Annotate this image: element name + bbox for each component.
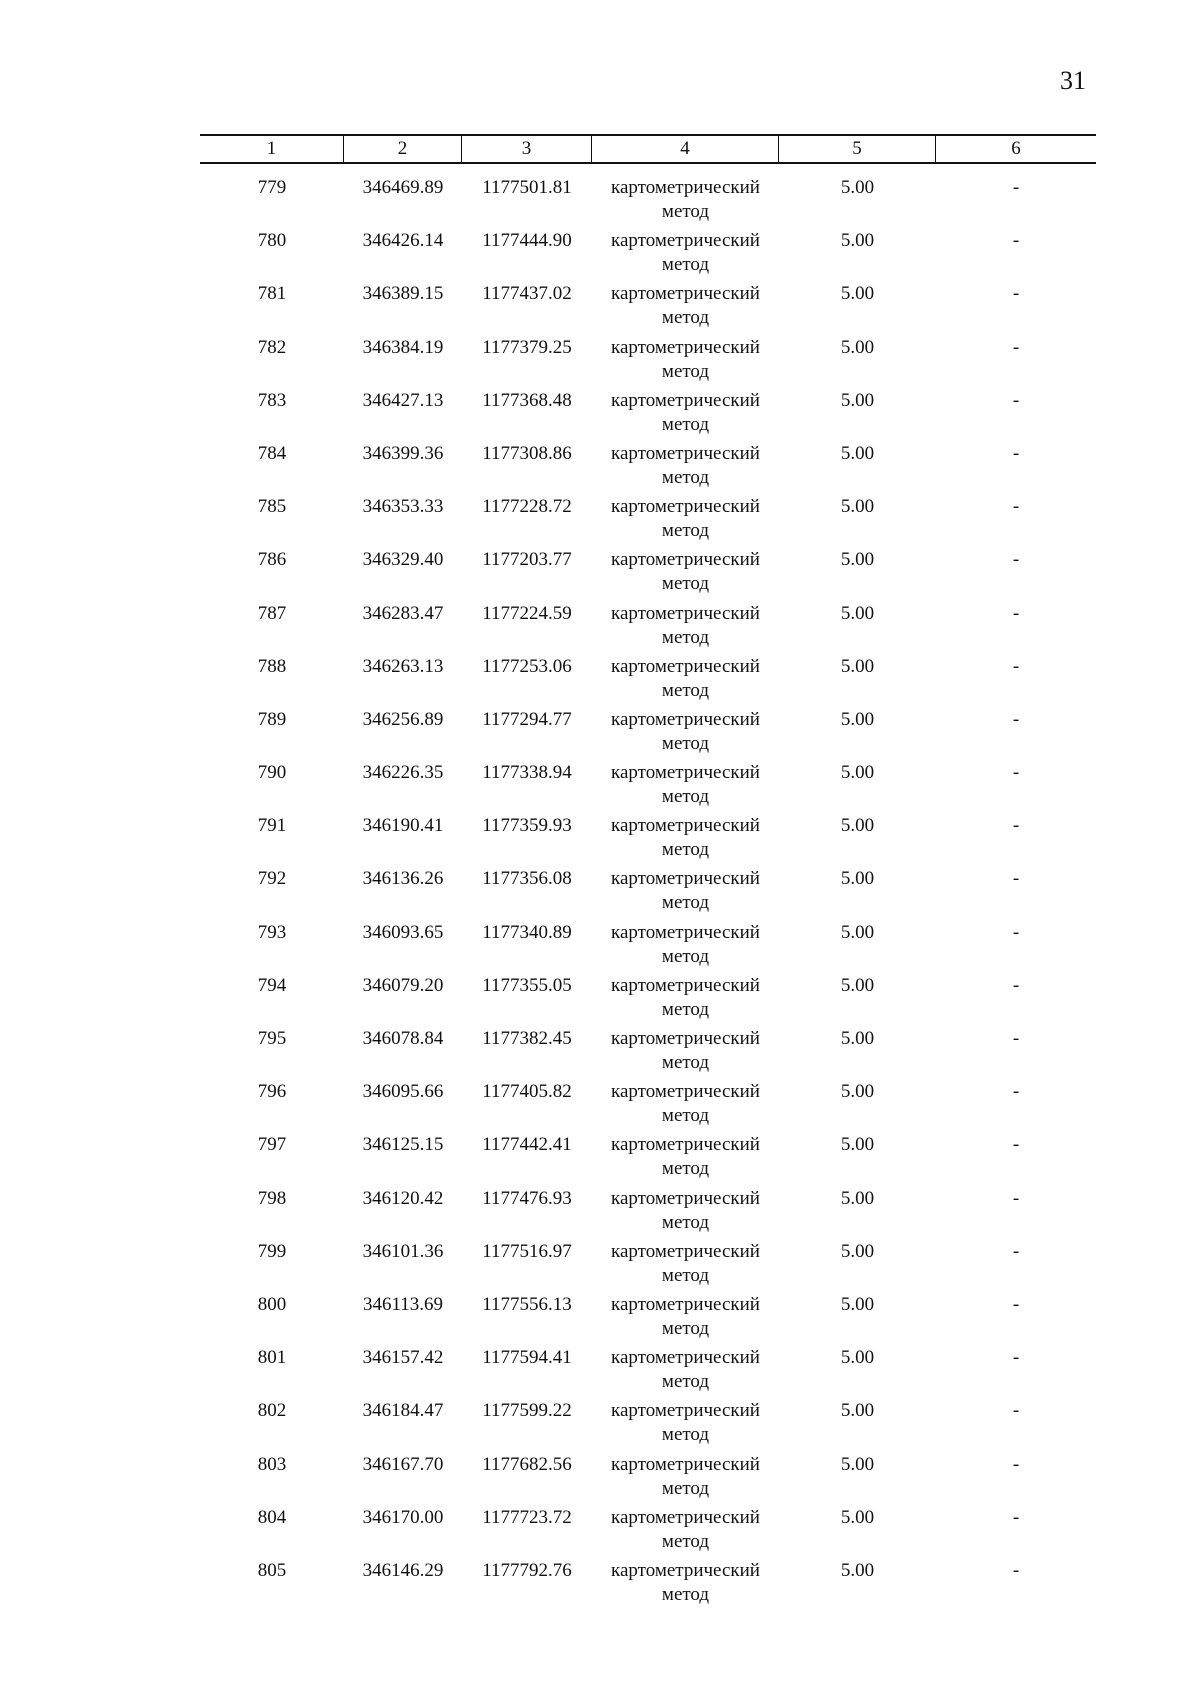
table-row — [200, 1240, 1096, 1293]
coord-x: 346426.14 — [362, 230, 444, 252]
description-value: - — [1012, 655, 1020, 677]
method-line-2: метод — [661, 998, 710, 1020]
table-row — [200, 548, 1096, 601]
method-cell — [592, 1346, 779, 1394]
point-number: 805 — [257, 1559, 287, 1581]
table-row — [200, 176, 1096, 229]
method-cell — [592, 921, 779, 969]
point-number: 793 — [257, 921, 287, 943]
accuracy-value: 5.00 — [840, 336, 875, 358]
method-cell — [592, 1133, 779, 1181]
description-value: - — [1012, 1240, 1020, 1262]
coord-x: 346101.36 — [362, 1240, 444, 1262]
point-number: 792 — [257, 868, 287, 890]
table-row — [200, 1346, 1096, 1399]
method-line-1: картометрический — [611, 602, 760, 624]
method-line-2: метод — [661, 1211, 710, 1233]
coord-x: 346226.35 — [362, 762, 444, 784]
point-number: 787 — [257, 602, 287, 624]
coord-y: 1177359.93 — [482, 815, 572, 837]
point-number: 803 — [257, 1453, 287, 1475]
header-col-1: 1 — [200, 136, 344, 162]
coord-x: 346469.89 — [362, 177, 444, 198]
method-line-1: картометрический — [611, 1134, 760, 1156]
method-line-1: картометрический — [611, 496, 760, 518]
method-line-2: метод — [661, 1105, 710, 1127]
accuracy-value: 5.00 — [840, 230, 875, 252]
method-line-1: картометрический — [611, 1347, 760, 1369]
method-line-2: метод — [661, 1583, 710, 1605]
method-line-1: картометрический — [611, 921, 760, 943]
point-number: 781 — [257, 283, 287, 305]
point-number: 795 — [257, 1028, 287, 1049]
method-cell — [592, 1080, 779, 1128]
method-line-1: картометрический — [611, 762, 760, 784]
coord-x: 346113.69 — [362, 1293, 444, 1315]
accuracy-value: 5.00 — [840, 1506, 875, 1528]
method-line-2: метод — [661, 1477, 710, 1499]
method-line-1: картометрический — [611, 868, 760, 890]
coord-y: 1177224.59 — [482, 602, 572, 624]
method-line-1: картометрический — [611, 1453, 760, 1475]
method-line-2: метод — [661, 573, 710, 595]
accuracy-value: 5.00 — [840, 655, 875, 677]
coord-y: 1177442.41 — [482, 1134, 572, 1156]
method-line-1: картометрический — [611, 655, 760, 677]
point-number: 783 — [257, 389, 287, 411]
coord-x: 346263.13 — [362, 655, 444, 677]
coord-y: 1177338.94 — [482, 762, 572, 784]
method-line-1: картометрический — [611, 708, 760, 730]
table-row — [200, 495, 1096, 548]
accuracy-value: 5.00 — [840, 1293, 875, 1315]
coord-y: 1177444.90 — [482, 230, 572, 252]
description-value: - — [1012, 336, 1020, 358]
coord-x: 346078.84 — [362, 1028, 444, 1049]
table-row — [200, 442, 1096, 495]
accuracy-value: 5.00 — [840, 762, 875, 784]
table-row — [200, 229, 1096, 282]
method-line-2: метод — [661, 626, 710, 648]
method-line-2: метод — [661, 1530, 710, 1552]
table-body — [200, 176, 1096, 1612]
method-cell — [592, 1027, 779, 1075]
method-cell — [592, 1399, 779, 1447]
method-cell — [592, 495, 779, 543]
coord-y: 1177723.72 — [482, 1506, 572, 1528]
accuracy-value: 5.00 — [840, 1134, 875, 1156]
description-value: - — [1012, 868, 1020, 890]
table-row — [200, 336, 1096, 389]
accuracy-value: 5.00 — [840, 708, 875, 730]
table-row — [200, 1399, 1096, 1452]
point-number: 786 — [257, 549, 287, 571]
coord-x: 346389.15 — [362, 283, 444, 305]
method-line-1: картометрический — [611, 230, 760, 252]
accuracy-value: 5.00 — [840, 974, 875, 996]
coord-x: 346136.26 — [362, 868, 444, 890]
method-line-2: метод — [661, 413, 710, 435]
coord-y: 1177594.41 — [482, 1347, 572, 1369]
table-row — [200, 1080, 1096, 1133]
description-value: - — [1012, 230, 1020, 252]
method-line-2: метод — [661, 679, 710, 701]
method-line-2: метод — [661, 839, 710, 861]
method-cell — [592, 655, 779, 703]
header-col-5: 5 — [779, 136, 936, 162]
point-number: 790 — [257, 762, 287, 784]
accuracy-value: 5.00 — [840, 283, 875, 305]
point-number: 791 — [257, 815, 287, 837]
point-number: 789 — [257, 708, 287, 730]
coord-y: 1177556.13 — [482, 1293, 572, 1315]
method-cell — [592, 1240, 779, 1288]
method-line-1: картометрический — [611, 815, 760, 837]
coord-y: 1177356.08 — [482, 868, 572, 890]
method-line-1: картометрический — [611, 1028, 760, 1049]
coord-y: 1177368.48 — [482, 389, 572, 411]
table-header — [200, 134, 1096, 164]
accuracy-value: 5.00 — [840, 815, 875, 837]
description-value: - — [1012, 496, 1020, 518]
method-cell — [592, 974, 779, 1022]
description-value: - — [1012, 1081, 1020, 1103]
description-value: - — [1012, 921, 1020, 943]
method-line-2: метод — [661, 201, 710, 222]
method-line-2: метод — [661, 1371, 710, 1393]
table-row — [200, 1506, 1096, 1559]
accuracy-value: 5.00 — [840, 1559, 875, 1581]
accuracy-value: 5.00 — [840, 549, 875, 571]
table-row — [200, 1293, 1096, 1346]
method-line-2: метод — [661, 1052, 710, 1073]
coord-y: 1177792.76 — [482, 1559, 572, 1581]
description-value: - — [1012, 389, 1020, 411]
description-value: - — [1012, 1506, 1020, 1528]
coord-y: 1177355.05 — [482, 974, 572, 996]
description-value: - — [1012, 1559, 1020, 1581]
coord-x: 346353.33 — [362, 496, 444, 518]
method-line-1: картометрический — [611, 336, 760, 358]
method-cell — [592, 814, 779, 862]
method-line-2: метод — [661, 360, 710, 382]
method-line-2: метод — [661, 732, 710, 754]
point-number: 800 — [257, 1293, 287, 1315]
method-line-2: метод — [661, 1158, 710, 1180]
description-value: - — [1012, 708, 1020, 730]
coord-x: 346384.19 — [362, 336, 444, 358]
coord-y: 1177437.02 — [482, 283, 572, 305]
accuracy-value: 5.00 — [840, 1347, 875, 1369]
accuracy-value: 5.00 — [840, 1028, 875, 1049]
accuracy-value: 5.00 — [840, 496, 875, 518]
table-row — [200, 655, 1096, 708]
point-number: 801 — [257, 1347, 287, 1369]
coord-y: 1177405.82 — [482, 1081, 572, 1103]
accuracy-value: 5.00 — [840, 389, 875, 411]
method-cell — [592, 548, 779, 596]
method-cell — [592, 602, 779, 650]
method-line-1: картометрический — [611, 1187, 760, 1209]
point-number: 802 — [257, 1400, 287, 1422]
method-cell — [592, 389, 779, 437]
coord-x: 346184.47 — [362, 1400, 444, 1422]
coord-y: 1177294.77 — [482, 708, 572, 730]
method-line-1: картометрический — [611, 177, 760, 198]
description-value: - — [1012, 1187, 1020, 1209]
coord-x: 346093.65 — [362, 921, 444, 943]
header-col-4: 4 — [592, 136, 779, 162]
description-value: - — [1012, 815, 1020, 837]
description-value: - — [1012, 177, 1020, 198]
method-line-2: метод — [661, 520, 710, 542]
point-number: 780 — [257, 230, 287, 252]
method-line-1: картометрический — [611, 1081, 760, 1103]
table-row — [200, 867, 1096, 920]
table-row — [200, 1453, 1096, 1506]
table-row — [200, 282, 1096, 335]
table-row — [200, 1133, 1096, 1186]
method-cell — [592, 229, 779, 277]
point-number: 785 — [257, 496, 287, 518]
point-number: 794 — [257, 974, 287, 996]
coord-y: 1177379.25 — [482, 336, 572, 358]
description-value: - — [1012, 1453, 1020, 1475]
method-line-2: метод — [661, 1264, 710, 1286]
description-value: - — [1012, 1028, 1020, 1049]
coordinates-table — [200, 134, 1096, 1605]
coord-x: 346167.70 — [362, 1453, 444, 1475]
accuracy-value: 5.00 — [840, 1240, 875, 1262]
table-row — [200, 602, 1096, 655]
coord-x: 346079.20 — [362, 974, 444, 996]
coord-x: 346095.66 — [362, 1081, 444, 1103]
method-cell — [592, 867, 779, 915]
description-value: - — [1012, 1347, 1020, 1369]
method-line-1: картометрический — [611, 549, 760, 571]
accuracy-value: 5.00 — [840, 602, 875, 624]
point-number: 804 — [257, 1506, 287, 1528]
accuracy-value: 5.00 — [840, 868, 875, 890]
point-number: 797 — [257, 1134, 287, 1156]
method-line-2: метод — [661, 1317, 710, 1339]
method-cell — [592, 761, 779, 809]
coord-y: 1177476.93 — [482, 1187, 572, 1209]
accuracy-value: 5.00 — [840, 1453, 875, 1475]
description-value: - — [1012, 549, 1020, 571]
method-line-2: метод — [661, 254, 710, 276]
coord-x: 346157.42 — [362, 1347, 444, 1369]
table-row — [200, 974, 1096, 1027]
point-number: 788 — [257, 655, 287, 677]
table-row — [200, 1027, 1096, 1080]
coord-x: 346190.41 — [362, 815, 444, 837]
method-cell — [592, 1559, 779, 1607]
point-number: 779 — [257, 177, 287, 198]
table-row — [200, 708, 1096, 761]
method-line-1: картометрический — [611, 442, 760, 464]
method-cell — [592, 442, 779, 490]
header-col-6: 6 — [1011, 138, 1021, 159]
method-line-2: метод — [661, 307, 710, 329]
description-value: - — [1012, 1134, 1020, 1156]
description-value: - — [1012, 1400, 1020, 1422]
coord-y: 1177253.06 — [482, 655, 572, 677]
accuracy-value: 5.00 — [840, 921, 875, 943]
point-number: 799 — [257, 1240, 287, 1262]
coord-y: 1177501.81 — [482, 177, 572, 198]
coord-x: 346125.15 — [362, 1134, 444, 1156]
method-line-2: метод — [661, 892, 710, 914]
method-line-1: картометрический — [611, 1293, 760, 1315]
method-line-1: картометрический — [611, 1559, 760, 1581]
coord-x: 346399.36 — [362, 442, 444, 464]
method-line-1: картометрический — [611, 1240, 760, 1262]
method-cell — [592, 1453, 779, 1501]
table-row — [200, 1187, 1096, 1240]
coord-x: 346146.29 — [362, 1559, 444, 1581]
method-line-1: картометрический — [611, 1400, 760, 1422]
coord-y: 1177308.86 — [482, 442, 572, 464]
header-col-3: 3 — [462, 136, 592, 162]
coord-x: 346120.42 — [362, 1187, 444, 1209]
method-cell — [592, 708, 779, 756]
method-line-2: метод — [661, 1424, 710, 1446]
coord-y: 1177382.45 — [482, 1028, 572, 1049]
method-line-1: картометрический — [611, 283, 760, 305]
method-cell — [592, 282, 779, 330]
method-cell — [592, 176, 779, 224]
header-col-2: 2 — [344, 136, 462, 162]
coord-x: 346170.00 — [362, 1506, 444, 1528]
description-value: - — [1012, 283, 1020, 305]
table-row — [200, 814, 1096, 867]
method-cell — [592, 1187, 779, 1235]
coord-y: 1177228.72 — [482, 496, 572, 518]
method-line-2: метод — [661, 786, 710, 808]
table-row — [200, 921, 1096, 974]
coord-y: 1177516.97 — [482, 1240, 572, 1262]
coord-x: 346256.89 — [362, 708, 444, 730]
description-value: - — [1012, 602, 1020, 624]
coord-y: 1177682.56 — [482, 1453, 572, 1475]
method-cell — [592, 336, 779, 384]
description-value: - — [1012, 1293, 1020, 1315]
table-row — [200, 389, 1096, 442]
accuracy-value: 5.00 — [840, 1081, 875, 1103]
coord-y: 1177340.89 — [482, 921, 572, 943]
point-number: 784 — [257, 442, 287, 464]
method-line-2: метод — [661, 945, 710, 967]
coord-y: 1177203.77 — [482, 549, 572, 571]
description-value: - — [1012, 762, 1020, 784]
point-number: 796 — [257, 1081, 287, 1103]
accuracy-value: 5.00 — [840, 1187, 875, 1209]
method-line-1: картометрический — [611, 389, 760, 411]
page-number: 31 — [1060, 66, 1086, 95]
method-line-2: метод — [661, 466, 710, 488]
description-value: - — [1012, 442, 1020, 464]
method-line-1: картометрический — [611, 974, 760, 996]
accuracy-value: 5.00 — [840, 442, 875, 464]
method-cell — [592, 1506, 779, 1554]
method-cell — [592, 1293, 779, 1341]
coord-x: 346329.40 — [362, 549, 444, 571]
coord-x: 346283.47 — [362, 602, 444, 624]
table-row — [200, 1559, 1096, 1612]
point-number: 782 — [257, 336, 287, 358]
point-number: 798 — [257, 1187, 287, 1209]
accuracy-value: 5.00 — [840, 177, 875, 198]
coord-y: 1177599.22 — [482, 1400, 572, 1422]
method-line-1: картометрический — [611, 1506, 760, 1528]
table-row — [200, 761, 1096, 814]
accuracy-value: 5.00 — [840, 1400, 875, 1422]
coord-x: 346427.13 — [362, 389, 444, 411]
description-value: - — [1012, 974, 1020, 996]
